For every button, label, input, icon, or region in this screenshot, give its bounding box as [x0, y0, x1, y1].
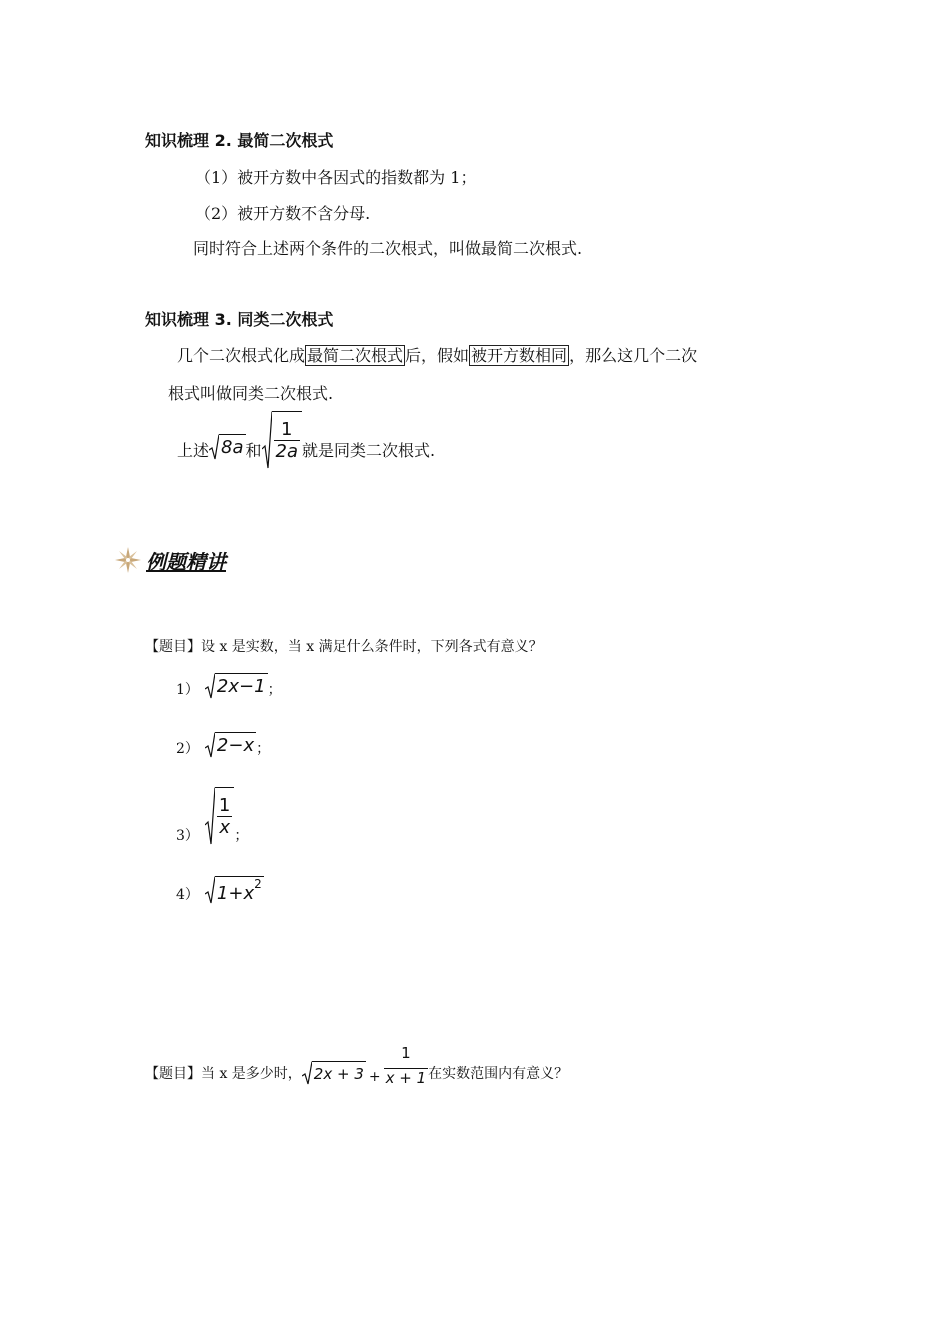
rule-1: （1）被开方数中各因式的指数都为 1； — [195, 168, 477, 187]
section-header — [112, 544, 226, 576]
q1-item-3 — [176, 783, 248, 845]
heading-like-radicals: 知识梳理 3. 同类二次根式 — [145, 310, 334, 329]
heading-simplest-radical: 知识梳理 2. 最简二次根式 — [145, 131, 334, 150]
example-text: 上述 — [177, 440, 210, 460]
fraction-1-over-x-plus-1: $\frac{1}{x + 1}$ — [385, 1044, 427, 1087]
definition-text: 几个二次根式化成 — [177, 346, 306, 365]
star-burst-icon — [112, 544, 144, 576]
rule-summary: 同时符合上述两个条件的二次根式，叫做最简二次根式. — [193, 239, 583, 258]
example-line — [177, 410, 435, 470]
q1-item-2 — [176, 726, 270, 758]
radical-8a: 8a — [209, 434, 245, 460]
item-separator: ； — [234, 828, 249, 844]
radical-2-minus-x: 2−x — [205, 732, 256, 758]
section-title: 例题精讲 — [146, 549, 226, 574]
question-2 — [145, 1033, 568, 1087]
item-separator: ； — [267, 682, 282, 698]
radical-1-over-2a: $\frac{1}{2a}$ — [262, 411, 302, 469]
item-number: 1） — [176, 682, 199, 698]
q1-item-4 — [176, 870, 264, 904]
item-number: 2） — [176, 741, 199, 757]
item-number: 4） — [176, 887, 199, 903]
radical-2x-minus-1: 2x−1 — [205, 673, 268, 699]
example-text: 就是同类二次根式. — [302, 440, 436, 460]
boxed-term-simplest: 最简二次根式 — [307, 346, 404, 365]
radical-2x-plus-3: 2x + 3 — [302, 1061, 366, 1085]
boxed-term-same-radicand: 被开方数相同 — [471, 346, 568, 365]
question-2-prompt: 【题目】当 x 是多少时， — [145, 1066, 302, 1082]
radical-1-over-x: $\frac{1}{x}$ — [205, 787, 234, 845]
item-number: 3） — [176, 828, 199, 844]
definition-line-1 — [177, 343, 697, 366]
example-text: 和 — [245, 440, 262, 460]
q1-item-1 — [176, 667, 282, 699]
rule-2: （2）被开方数不含分母. — [195, 204, 371, 223]
plus-sign: + — [368, 1069, 381, 1085]
question-1-prompt: 【题目】设 x 是实数，当 x 满足什么条件时，下列各式有意义？ — [145, 639, 543, 655]
question-2-suffix: 在实数范围内有意义？ — [428, 1066, 569, 1082]
item-separator: ； — [256, 741, 271, 757]
radical-1-plus-x-squared: 1+x $^2$ — [205, 876, 264, 904]
definition-text: ，那么这几个二次 — [569, 346, 698, 365]
definition-text: 后，假如 — [405, 346, 470, 365]
definition-line-2: 根式叫做同类二次根式. — [168, 384, 334, 403]
